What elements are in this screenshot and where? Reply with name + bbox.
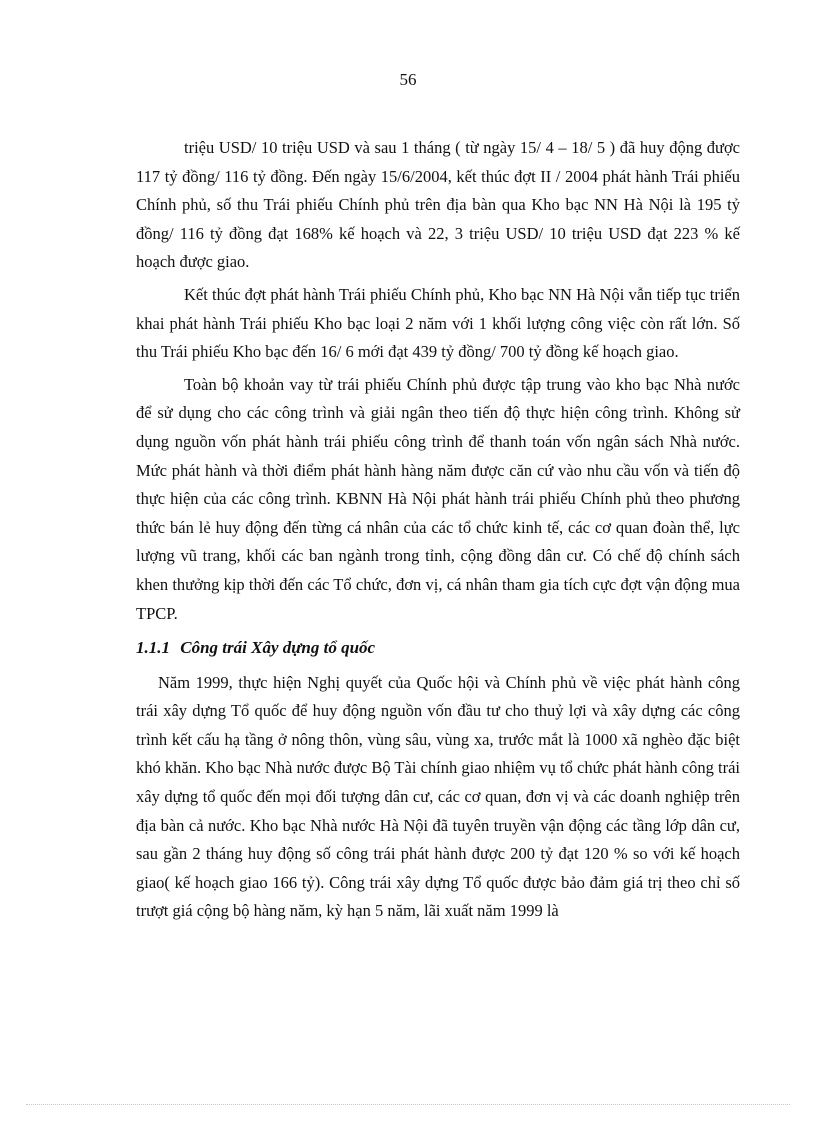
paragraph-national-construction-bond: Năm 1999, thực hiện Nghị quyết của Quốc hội và Chính phủ về việc phát hành công trái xây dựng Tổ quốc để huy động nguồn vốn đầu tư cho thuỷ lợi và xây dựng các công trình kết cấu hạ tầng ở nông thôn, vùng sâu, vùng xa, trước mắt là 1000 xã nghèo đặc biệt khó khăn. Kho bạc Nhà nước được Bộ Tài chính giao nhiệm vụ tổ chức phát hành công trái xây dựng tổ quốc đến mọi đối tượng dân cư, các cơ quan, đơn vị và các doanh nghiệp trên địa bàn cả nước. Kho bạc Nhà nước Hà Nội đã tuyên truyền vận động các tầng lớp dân cư, sau gần 2 tháng huy động số công trái phát hành được 200 tỷ đạt 120 % so với kế hoạch giao( kế hoạch giao 166 tỷ). Công trái xây dựng Tổ quốc được bảo đảm giá trị theo chỉ số trượt giá cộng bộ hàng năm, kỳ hạn 5 năm, lãi xuất năm 1999 là bbox=[136, 672, 740, 921]
page-bottom-divider bbox=[26, 1104, 790, 1105]
section-heading bbox=[136, 634, 740, 663]
paragraph-treasury-bond-results: triệu USD/ 10 triệu USD và sau 1 tháng ( từ ngày 15/ 4 – 18/ 5 ) đã huy động được 117 tỷ đồng/ 116 tỷ đồng. Đến ngày 15/6/2004, kết thúc đợt II / 2004 phát hành Trái phiếu Chính phủ, số thu Trái phiếu Chính phủ trên địa bàn qua Kho bạc NN Hà Nội là 195 tỷ đồng/ 116 tỷ đồng đạt 168% kế hoạch và 22, 3 triệu USD/ 10 triệu USD đạt 223 % kế hoạch được giao. bbox=[136, 138, 740, 272]
section-heading-number: 1.1.1 bbox=[136, 638, 170, 658]
section-heading-title: Công trái Xây dựng tổ quốc bbox=[180, 638, 376, 658]
page-number: 56 bbox=[399, 70, 417, 89]
document-body bbox=[136, 134, 740, 930]
paragraph-bond-usage: Toàn bộ khoản vay từ trái phiếu Chính phủ được tập trung vào kho bạc Nhà nước để sử dụng cho các công trình và giải ngân theo tiến độ thực hiện công trình. Không sử dụng nguồn vốn phát hành trái phiếu công trình để thanh toán vốn ngân sách Nhà nước. Mức phát hành và thời điểm phát hành hàng năm được căn cứ vào nhu cầu vốn và tiến độ thực hiện của các công trình. KBNN Hà Nội phát hành trái phiếu Chính phủ theo phương thức bán lẻ huy động đến từng cá nhân của các tổ chức kinh tế, các cơ quan đoàn thể, lực lượng vũ trang, khối các ban ngành trong tỉnh, cộng đồng dân cư. Có chế độ chính sách khen thưởng kịp thời đến các Tổ chức, đơn vị, cá nhân tham gia tích cực đợt vận động mua TPCP. bbox=[136, 374, 740, 623]
paragraph-treasury-bill-issuance: Kết thúc đợt phát hành Trái phiếu Chính phủ, Kho bạc NN Hà Nội vẫn tiếp tục triển khai phát hành Trái phiếu Kho bạc loại 2 năm với 1 khối lượng công việc còn rất lớn. Số thu Trái phiếu Kho bạc đến 16/ 6 mới đạt 439 tỷ đồng/ 700 tỷ đồng kế hoạch giao. bbox=[136, 284, 740, 362]
